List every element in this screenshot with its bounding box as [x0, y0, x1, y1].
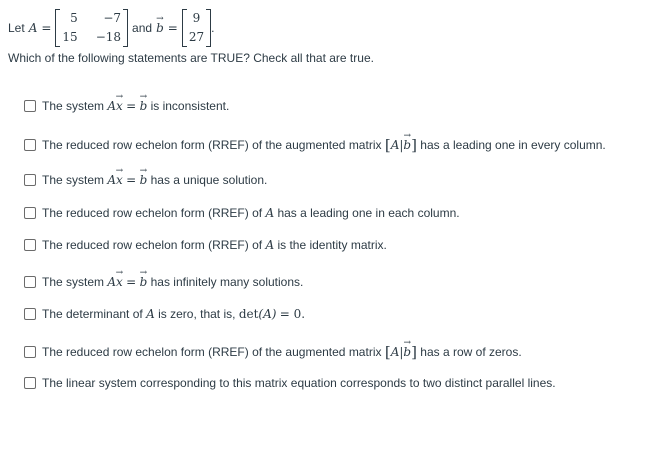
option-a-identity[interactable] [24, 238, 387, 252]
math-det-arg: (A) [258, 307, 277, 321]
option-inconsistent[interactable] [24, 99, 229, 113]
math-zero: = 0. [279, 307, 306, 321]
equals-sign: = [167, 21, 178, 35]
option-text: The reduced row echelon form (RREF) of the augmented matrix [42, 345, 382, 359]
option-text: The linear system corresponding to this matrix equation corresponds to two distinct parallel lines. [42, 376, 556, 390]
option-text: The reduced row echelon form (RREF) of the augmented matrix [42, 138, 382, 152]
augmented-matrix: [ A | → b ] [385, 136, 417, 154]
instruction-text: Which of the following statements are TRUE? Check all that are true. [8, 51, 374, 65]
option-text: has a row of zeros. [420, 345, 522, 359]
checkbox[interactable] [24, 100, 36, 112]
and-label: and [132, 21, 153, 35]
option-text: The determinant of [42, 307, 143, 321]
checkbox[interactable] [24, 276, 36, 288]
option-augmented-leading-one-every-column[interactable] [24, 136, 606, 154]
math-a: A [146, 307, 155, 321]
option-text: The system [42, 173, 105, 187]
vector-name: → b [156, 21, 164, 35]
matrix-a [55, 9, 128, 47]
option-text: has a unique solution. [150, 173, 268, 187]
math-b: → b [140, 275, 148, 289]
option-text: The system [42, 99, 105, 113]
checkbox[interactable] [24, 346, 36, 358]
math-b: → b [140, 173, 148, 187]
math-b: → b [140, 99, 148, 113]
option-text: has infinitely many solutions. [150, 275, 304, 289]
matrix-cell: 15 [62, 30, 78, 44]
option-parallel-lines[interactable] [24, 376, 556, 390]
checkbox[interactable] [24, 308, 36, 320]
option-augmented-row-of-zeros[interactable] [24, 343, 522, 361]
period: . [211, 21, 215, 35]
math-a: A [107, 173, 117, 187]
option-determinant-zero[interactable] [24, 307, 305, 321]
matrix-cell: −18 [95, 30, 122, 44]
right-bracket [123, 9, 128, 47]
checkbox[interactable] [24, 174, 36, 186]
checkbox[interactable] [24, 139, 36, 151]
option-text: is the identity matrix. [277, 238, 387, 252]
checkbox[interactable] [24, 207, 36, 219]
augmented-matrix: [ A | → b ] [385, 343, 417, 361]
matrix-cell: −7 [103, 11, 122, 25]
right-bracket [206, 9, 211, 47]
option-text: The reduced row echelon form (RREF) of [42, 206, 263, 220]
checkbox[interactable] [24, 377, 36, 389]
math-a: A [265, 238, 275, 252]
option-text: is inconsistent. [150, 99, 230, 113]
option-unique-solution[interactable] [24, 173, 267, 187]
checkbox[interactable] [24, 239, 36, 251]
vector-cell: 27 [188, 30, 205, 44]
option-text: has a leading one in every column. [420, 138, 606, 152]
math-eq: = [126, 99, 137, 113]
math-a: A [107, 275, 117, 289]
math-det: det [238, 307, 259, 321]
math-x: → x [116, 99, 123, 113]
option-text: has a leading one in each column. [277, 206, 460, 220]
matrix-name: A [28, 21, 38, 35]
math-x: → x [116, 173, 123, 187]
option-infinitely-many[interactable] [24, 275, 303, 289]
math-a: A [107, 99, 117, 113]
math-x: → x [116, 275, 123, 289]
option-text: is zero, that is, [158, 307, 236, 321]
let-label: Let [8, 21, 25, 35]
problem-statement [8, 6, 214, 50]
math-eq: = [126, 173, 137, 187]
option-text: The system [42, 275, 105, 289]
option-a-leading-one-each-column[interactable] [24, 206, 460, 220]
math-eq: = [126, 275, 137, 289]
option-text: The reduced row echelon form (RREF) of [42, 238, 263, 252]
math-a: A [265, 206, 275, 220]
vector-b [182, 9, 211, 47]
equals-sign: = [41, 21, 52, 35]
vector-cell: 9 [192, 11, 201, 25]
matrix-cell: 5 [70, 11, 78, 25]
